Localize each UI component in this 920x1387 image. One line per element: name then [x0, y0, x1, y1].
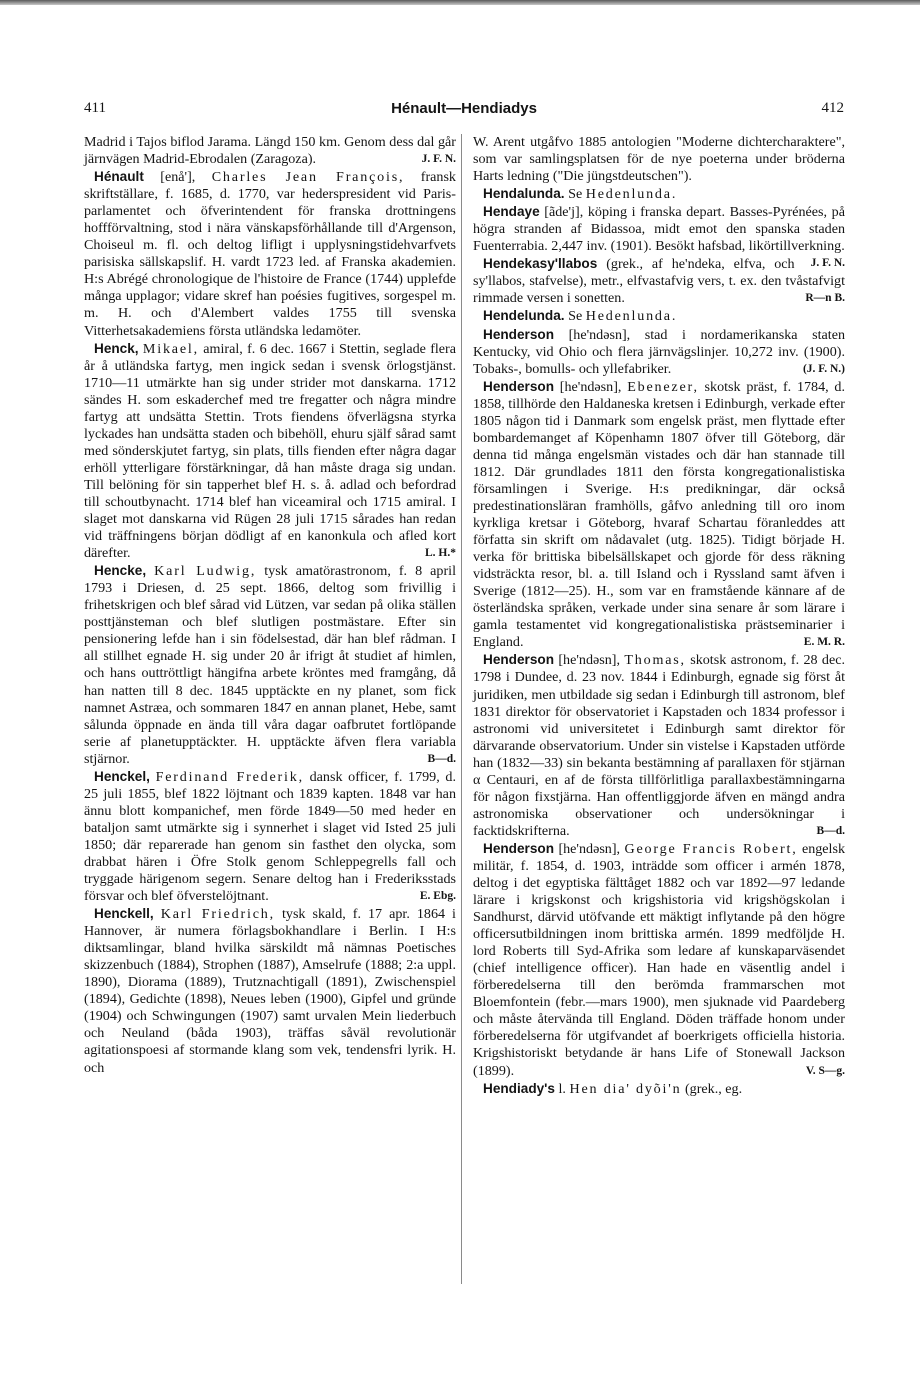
entry-name: Thomas,	[624, 652, 686, 669]
entry-headword: Hendalunda.	[483, 186, 565, 202]
entry-headword: Hendekasy'llabos	[483, 256, 598, 272]
entry-henderson-thomas: Henderson [he'ndəsn], Thomas, skotsk astronom, f. 28 dec. 1798 i Dundee, d. 23 nov. 1844 i Edinburgh, egnade sig först åt juridiken, men utbildade sig sedan i Edinburgh till astronom, blef 1831 direktor för observatoriet i Kapstaden och 1834 professor i astronomi vid universitetet i Edinburgh samt direktor för därvarande observatorium. Under sin vistelse i Kapstaden utförde han (1832—33) sin bekanta bestämning af parallaxen för stjärnan α Centauri, en af de första tillförlitliga parallaxbestämningarna för någon fixstjärna. Han offentliggjorde äfven en mängd andra astronomiska observationer och undersökningar i facktidskrifterna. B—d.	[473, 652, 845, 839]
running-title: Hénault—Hendiadys	[391, 100, 537, 117]
scan-edge	[0, 0, 920, 5]
entry-name: Charles Jean François,	[211, 169, 405, 186]
entry-headword: Henckel,	[94, 768, 150, 784]
column-divider	[461, 134, 462, 1284]
entry-name: Karl Friedrich,	[160, 906, 275, 923]
entry-headword: Hendaye	[483, 204, 540, 220]
signature: B—d.	[427, 752, 456, 765]
page-number-right: 412	[821, 100, 844, 116]
signature: E. Ebg.	[419, 890, 456, 903]
entry-headword: Hencke,	[94, 563, 147, 579]
entry-henck: Henck, Mikael, amiral, f. 6 dec. 1667 i Stettin, seglade flera år å utländska fartyg, men ingick sedan i svensk örlogstjänst. 1710—11 utmärkte han sig under strider mot danskarna. 1712 sändes H. som eskaderchef med tre fregatter och några mindre fartyg att undsätta Stettin. Trots fiendens öfverlägsna styrka lyckades han undsätta staden och bibehöll, ehuru själf sårad samt med sönderskjutet fartyg, sin plats, tills fienden efter några dagar erhöll ytterligare förstärkningar, då han måste draga sig undan. Till belöning för sin tapperhet blef H. s. å. adlad och befordrad till schoutbynacht. 1714 blef han viceamiral och 1715 amiral. I slaget mot danskarna vid Rügen 28 juli 1715 sårades han redan vid träffningens början dödligt af en kanonkula och afled kort därefter. L. H.*	[84, 340, 457, 562]
entry-hendaye: Hendaye [ãde'j], köping i franska depart. Basses-Pyrénées, på högra stranden af Bidassoa, midt emot den spanska staden Fuenterrabia. 2,447 inv. (1901). Besökt hafsbad, likörtillverkning. J. F. N.	[473, 203, 845, 255]
signature: R—n B.	[805, 292, 845, 305]
entry-name: Hedenlunda.	[585, 308, 678, 325]
entry-hendiadys: Hendiady's l. Hen dia' dyõi'n (grek., eg.	[483, 1080, 743, 1097]
entry-hencke: Hencke, Karl Ludwig, tysk amatörastronom, f. 8 april 1793 i Driesen, d. 25 sept. 1866, deltog som frivillig i frihetskrigen och blef sårad vid Lützen, var sedan på olika ställen posttjänsteman och blef slutligen postmästare. Efter sin pensionering lefde han i sin födelsestad, där han blef rådman. I all stillhet egnade H. sig under 20 år ifrigt åt studiet af himlen, och hans outtröttligt hängifna arbete kröntes med framgång, då han natten till 8 dec. 1845 upptäckte en ny planet, som fick namnet Astræa, och sommaren 1847 en annan planet, Hebe, samt sålunda öppnade en ända till våra dagar oafbrutet fortlöpande serie af planetupptäckter. H. upptäckte äfven flera variabla stjärnor. B—d.	[84, 563, 456, 767]
entry-headword: Hendelunda.	[483, 308, 565, 324]
signature: E. M. R.	[803, 636, 845, 649]
signature: J. F. N.	[810, 257, 845, 270]
entry-henderson-ebenezer: Henderson [he'ndəsn], Ebenezer, skotsk präst, f. 1784, d. 1858, tillhörde den Haldaneska kretsen i Edinburgh, verkade efter 1805 någon tid i Danmark som engelsk präst, men flyttade efter bombardemanget af Köpenhamn 1807 öfver till Göteborg, där denna tid många engelsmän vistades och där han stannade till 1812. Där grundlades 1811 den första kongregationalistiska församlingen i Sverige. H:s predikningar, där också predestinationsläran framhölls, gåfvo anledning till oro inom kyrkliga kretsar i Göteborg, hvaraf Schartau föranleddes att författa sin skrift om nådavalet (utg. 1825). Tidigt började H. verka för brittiska bibelsällskapet och gjorde för dess räkning vidsträckta resor, bl. a. till Island och i Ryssland samt äfven i Sverige (1812—25). H., som var en framstående kännare af de österländska språken, verkade under sina senare år som lärare i gamla testamentet vid kongregationalistiska prästseminarier i England. E. M. R.	[473, 378, 845, 651]
entry-headword: Hénault	[94, 169, 144, 185]
entry-hendalunda: Hendalunda. Se Hedenlunda.	[483, 186, 678, 203]
entry-name: Ebenezer,	[627, 378, 699, 395]
entry-henckel: Henckel, Ferdinand Frederik, dansk officer, f. 1799, d. 25 juli 1855, blef 1822 löjtnant och 1839 kapten. 1848 var han ännu blott kompanichef, men förde 1849—50 med heder en bataljon samt utmärkte sig i synnerhet i slaget vid Isted 25 juli 1850; där reparerade han genom sin fasthet den olycka, som drabbat hären i Öfre Stolk genom Schleppegrells fall och tryggade härigenom segern. Senare deltog han i Frederiksstads försvar och blef öfverstelöjtnant. E. Ebg.	[84, 768, 456, 905]
entry: W. Arent utgåfvo 1885 antologien "Moderne dichtercharaktere", som var samlingsplatsen för de nye poeterna under bröderna Harts ledning ("Die jüngstdeutschen").	[473, 134, 845, 185]
entry-headword: Henckell,	[94, 906, 154, 922]
entry-headword: Henderson	[483, 326, 555, 342]
entry-henderson-city: Henderson [he'ndəsn], stad i nordamerikanska staten Kentucky, vid Ohio och flera järnvägslinjer. 10,272 inv. (1900). Tobaks-, bomulls- och yllefabriker. (J. F. N.)	[473, 326, 845, 377]
entry-name: Ferdinand Frederik,	[155, 768, 304, 785]
page-header	[84, 100, 844, 122]
entry-name: George Francis Robert,	[624, 840, 798, 857]
entry-name: Hedenlunda.	[585, 186, 678, 203]
signature: B—d.	[816, 824, 845, 837]
signature: J. F. N.	[421, 153, 456, 166]
entry: Madrid i Tajos biflod Jarama. Längd 150 km. Genom dess dal går järnvägen Madrid-Ebrodalen (Zaragoza). J. F. N.	[84, 134, 456, 168]
right-column	[473, 134, 845, 1098]
entry-henderson-george: Henderson [he'ndəsn], George Francis Robert, engelsk militär, f. 1854, d. 1903, inträdde som officer i armén 1878, deltog i det egyptiska fälttåget 1882 och var 1892—97 ledande lärare i krigskonst och krigshistoria vid krigshögskolan i Sandhurst, därvid utöfvande ett mäktigt inflytande på den högre officersutbildningen inom brittiska armén. 1899 medföljde H. lord Roberts till Syd-Afrika som ledare af kunskaparväsendet (chief intelligence officer). Han hade en väsentlig andel i förberedelserna till den berömda frammarschen mot Bloemfontein (febr.—mars 1900), men sjuknade vid Paardeberg och måste återvända till England. Döden träffade honom under förberedelserna för utgifvandet af boerkrigets officiella historia. Krigshistoriskt betydande är hans Life of Stonewall Jackson (1899). V. S—g.	[473, 840, 845, 1079]
left-column	[84, 134, 456, 1077]
entry-henckell: Henckell, Karl Friedrich, tysk skald, f. 17 apr. 1864 i Hannover, är numera förlagsbokhandlare i Berlin. I H:s diktsamlingar, bland hvilka särskildt må nämnas Poetisches skizzenbuch (1884), Strophen (1887), Amselrufe (1888; 2:a uppl. 1890), Diorama (1889), Trutznachtigall (1891), Zwischenspiel (1894), Gedichte (1898), Neues leben (1900), Gipfel und gründe (1904) och Schwingungen (1907) samt urvalen Mein liederbuch och Neuland (båda 1903), träffas såväl revolutionär agitationspoesi af stormande klang som vek, tendensfri lyrik. H. och	[84, 906, 456, 1076]
signature: L. H.*	[425, 547, 456, 560]
entry-name: Karl Ludwig,	[154, 563, 257, 580]
entry-name: Mikael,	[142, 340, 199, 357]
entry-headword: Henck,	[94, 340, 139, 356]
entry-hendekasyllabos: Hendekasy'llabos (grek., af he'ndeka, elfva, och sy'llabos, stafvelse), metr., elfvastafvig vers, t. ex. den tvåstafvigt rimmade versen i sonetten. R—n B.	[473, 256, 845, 307]
page-number-left: 411	[84, 100, 106, 116]
entry-headword: Henderson	[483, 840, 555, 856]
entry-hendelunda: Hendelunda. Se Hedenlunda.	[483, 308, 678, 325]
entry-headword: Henderson	[483, 378, 555, 394]
entry-headword: Hendiady's	[483, 1080, 555, 1096]
entry-henault: Hénault [enå'], Charles Jean François, fransk skriftställare, f. 1685, d. 1770, var hederspresident vid Paris-parlamentet och öfverintendent för franska drottningens hoffförvaltning, stod i nära vänskapsförhållande till d'Argenson, Choiseul m. fl. och deltog lifligt i upplysningstidehvarfvets parisiska sällskapslif. H. vardt 1723 led. af Franska akademien. H:s Abrégé chronologique de l'histoire de France (1744) upplefde många upplagor; vidare skref han poésies fugitives, sorgespel m. m. H. och d'Alembert valdes 1755 till svenska Vitterhetsakademiens första utländska ledamöter.	[84, 169, 456, 339]
signature: V. S—g.	[805, 1064, 845, 1077]
signature: (J. F. N.)	[802, 362, 845, 375]
entry-headword: Henderson	[483, 652, 555, 668]
entry-name: Hen dia' dyõi'n	[569, 1080, 682, 1097]
